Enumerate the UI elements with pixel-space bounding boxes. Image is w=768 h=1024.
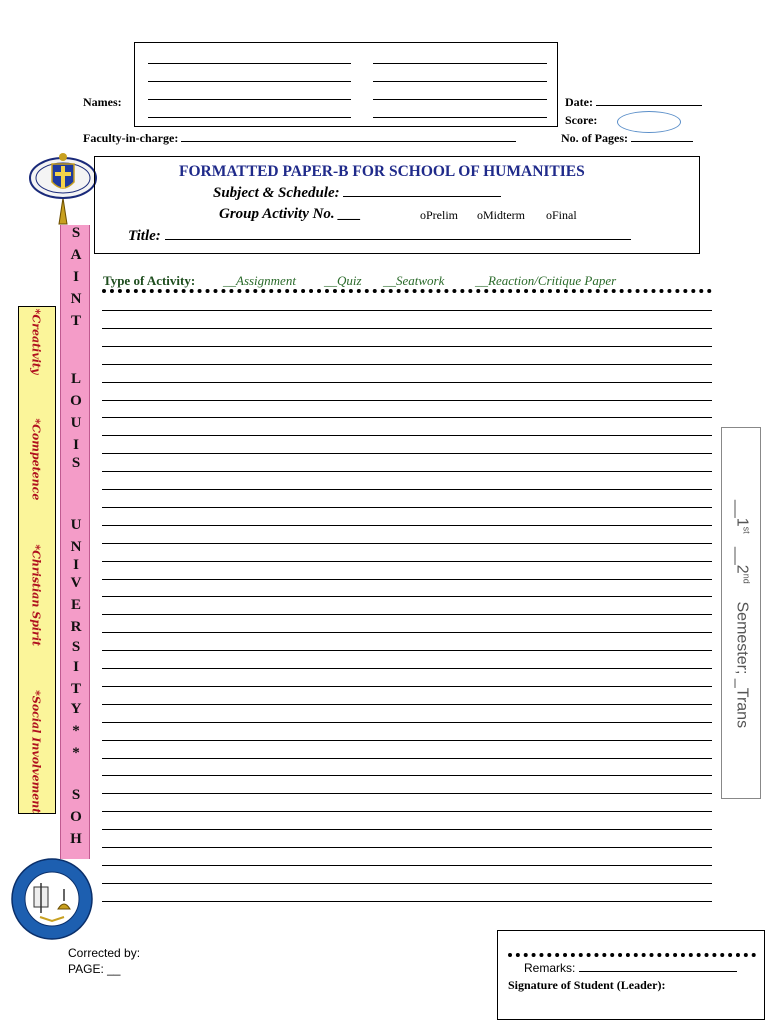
ruled-line [102,400,712,401]
ruled-line [102,758,712,759]
bar-letter: I [73,557,79,573]
ruled-line [102,865,712,866]
bar-letter: U [70,415,82,431]
ruled-line [102,346,712,347]
bar-letter: R [70,619,82,635]
page-number: PAGE: __ [68,962,121,976]
score-label: Score: [565,113,598,127]
date-field[interactable] [565,95,702,110]
corrected-by: Corrected by: [68,946,141,960]
ruled-line [102,596,712,597]
remarks-field[interactable] [524,961,737,975]
faculty-label: Faculty-in-charge: [83,131,179,145]
ruled-line [102,471,712,472]
pages-field[interactable] [561,131,693,146]
ruled-line [102,793,712,794]
bar-letter: H [70,831,82,847]
ruled-line [102,722,712,723]
form-title: FORMATTED PAPER-B FOR SCHOOL OF HUMANITIES [179,163,585,180]
core-values-text [30,309,43,814]
ruled-line [102,525,712,526]
signature-divider [508,953,756,957]
ruled-line [102,883,712,884]
bar-letter: S [71,225,81,241]
group-label: Group Activity No. [219,206,335,222]
ruled-line [102,328,712,329]
pages-label: No. of Pages: [561,131,628,145]
names-label: Names: [83,95,122,109]
ruled-line [102,632,712,633]
ruled-line [102,435,712,436]
faculty-field[interactable] [83,131,516,146]
activity-assignment[interactable]: __Assignment [223,273,296,288]
ruled-line [102,650,712,651]
ruled-line [102,579,712,580]
activity-quiz[interactable]: __Quiz [324,273,362,288]
ruled-line [102,740,712,741]
ruled-line [102,507,712,508]
semester-text: __1st __2nd Semester; _Trans [733,499,752,729]
bar-letter: * [72,745,80,761]
bar-letter: N [70,291,82,307]
ruled-line [102,561,712,562]
score-oval[interactable] [617,111,681,133]
group-blank: ___ [338,206,361,222]
activity-divider [102,289,712,293]
ruled-line [102,901,712,902]
bar-letter: I [73,269,79,285]
bar-letter: V [70,575,82,591]
activity-reaction-paper[interactable]: __Reaction/Critique Paper [475,273,617,288]
bar-letter: Y [70,701,82,717]
core-value: *Social Involvement [29,690,43,814]
bar-letter: A [70,247,82,263]
bar-letter: S [71,639,81,655]
subject-field[interactable] [213,185,501,202]
period-prelim[interactable]: oPrelim [420,208,458,222]
bar-letter: O [70,393,82,409]
title-field[interactable] [128,228,631,245]
ruled-line [102,811,712,812]
ruled-line [102,775,712,776]
activity-seatwork[interactable]: __Seatwork [383,273,445,288]
bar-letter: U [70,517,82,533]
bar-letter: * [72,723,80,739]
period-final[interactable]: oFinal [546,208,577,222]
university-crest-icon [26,144,100,226]
ruled-line [102,417,712,418]
period-midterm[interactable]: oMidterm [477,208,525,222]
bar-letter: E [70,597,81,613]
bar-letter: T [70,681,81,697]
ruled-line [102,364,712,365]
signature-label: Signature of Student (Leader): [508,978,666,992]
subject-label: Subject & Schedule: [213,185,340,201]
date-label: Date: [565,95,593,109]
bar-letter: I [73,437,79,453]
core-value: *Christian Spirit [29,544,43,647]
group-activity-field[interactable] [219,206,361,223]
bar-letter: T [70,313,81,329]
school-of-humanities-seal-icon [10,857,94,941]
core-values-box [18,306,56,814]
bar-letter: S [71,787,81,803]
ruled-line [102,847,712,848]
activity-label: Type of Activity: [103,273,196,288]
ruled-line [102,489,712,490]
ruled-line [102,668,712,669]
ruled-line [102,382,712,383]
remarks-label: Remarks: [524,961,576,975]
title-label: Title: [128,228,161,244]
bar-letter: L [70,371,81,387]
ruled-line [102,614,712,615]
bar-letter: I [73,659,79,675]
ruled-line [102,704,712,705]
ruled-line [102,310,712,311]
ruled-line [102,829,712,830]
bar-letter: S [71,455,81,471]
bar-letter: O [70,809,82,825]
signature-box[interactable] [497,930,765,1020]
ruled-line [102,543,712,544]
bar-letter: N [70,539,82,555]
ruled-line [102,453,712,454]
university-name-bar [60,225,90,859]
semester-box[interactable] [721,427,761,799]
names-box[interactable] [134,42,558,127]
core-value: *Competence [29,418,43,501]
core-value: *Creativity [29,308,43,375]
ruled-line [102,686,712,687]
